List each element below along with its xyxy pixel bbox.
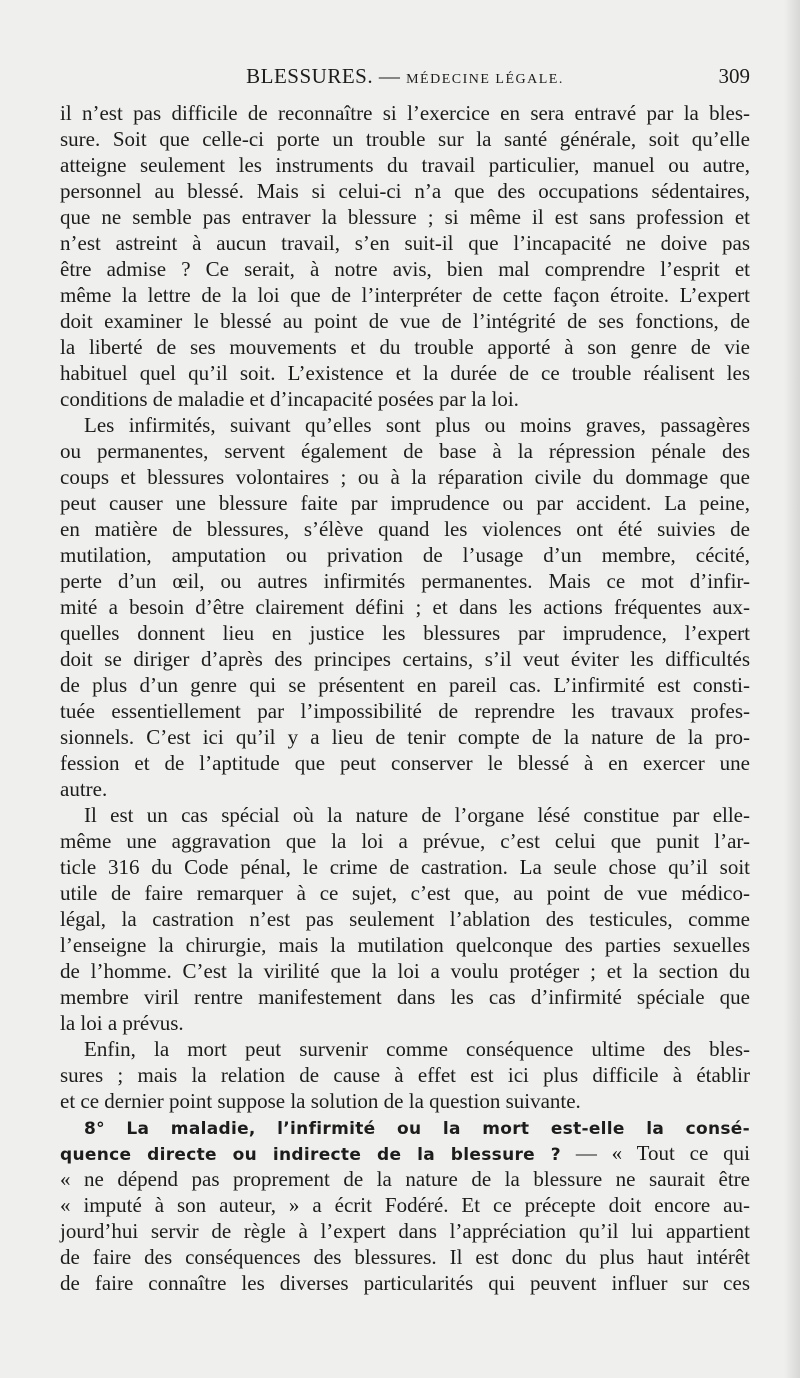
section-quote-start: — « Tout ce qui [560,1141,750,1165]
text-line: Enfin, la mort peut survenir comme conséquence ultime des bles- [84,1037,750,1061]
running-title [60,64,750,89]
section-8 [60,1114,750,1296]
text-line: autre. [60,777,108,801]
text-line: Les infirmités, suivant qu’elles sont plus ou moins graves, passagères [84,413,750,437]
text-line: perte d’un œil, ou autres infirmités permanentes. Mais ce mot d’infir- [60,569,750,593]
text-line: sure. Soit que celle-ci porte un trouble sur la santé générale, soit qu’elle [60,127,750,151]
text-line: « ne dépend pas proprement de la nature de la blessure ne saurait être [60,1167,750,1191]
text-line: ticle 316 du Code pénal, le crime de castration. La seule chose qu’il soit [60,855,750,879]
body-text [60,100,750,1296]
text-line: « imputé à son auteur, » a écrit Fodéré. Et ce précepte doit encore au- [60,1193,750,1217]
text-line: conditions de maladie et d’incapacité posées par la loi. [60,387,519,411]
text-line: habituel quel qu’il soit. L’existence et la durée de ce trouble réalisent les [60,361,750,385]
text-line: que ne semble pas entraver la blessure ; si même il est sans profession et [60,205,750,229]
text-line: atteigne seulement les instruments du travail particulier, manuel ou autre, [60,153,750,177]
text-line: tuée essentiellement par l’impossibilité de reprendre les travaux profes- [60,699,750,723]
text-line: membre viril rentre manifestement dans les cas d’infirmité spéciale que [60,985,750,1009]
text-line: même une aggravation que la loi a prévue, c’est celui que punit l’ar- [60,829,750,853]
text-line: personnel au blessé. Mais si celui-ci n’a que des occupations sédentaires, [60,179,750,203]
page-number: 309 [718,64,750,88]
text-line: l’enseigne la chirurgie, mais la mutilation quelconque des parties sexuelles [60,933,750,957]
header-subtitle: MÉDECINE LÉGALE. [406,72,564,87]
text-line: de faire connaître les diverses particularités qui peuvent influer sur ces [60,1271,750,1295]
text-line: être admise ? Ce serait, à notre avis, bien mal comprendre l’esprit et [60,257,750,281]
header-dash: — [378,64,401,88]
text-line: peut causer une blessure faite par imprudence ou par accident. La peine, [60,491,750,515]
text-line: mutilation, amputation ou privation de l’usage d’un membre, cécité, [60,543,750,567]
text-line: sionnels. C’est ici qu’il y a lieu de tenir compte de la nature de la pro- [60,725,750,749]
text-line: Il est un cas spécial où la nature de l’organe lésé constitue par elle- [84,803,750,827]
text-line: utile de faire remarquer à ce sujet, c’est que, au point de vue médico- [60,881,750,905]
text-line: jourd’hui servir de règle à l’expert dans l’appréciation qu’il lui appartient [60,1219,750,1243]
section-heading: 8° La maladie, l’infirmité ou la mort est-elle la consé- [84,1119,750,1139]
text-line: même la lettre de la loi que de l’interpréter de cette façon étroite. L’expert [60,283,750,307]
page-edge-shadow [784,0,800,1378]
text-line: sures ; mais la relation de cause à effet est ici plus difficile à établir [60,1063,750,1087]
text-line: de faire des conséquences des blessures. Il est donc du plus haut intérêt [60,1245,750,1269]
section-heading-line-1 [60,1114,750,1140]
text-line: ou permanentes, servent également de base à la répression pénale des [60,439,750,463]
running-header [60,64,750,94]
section-heading-continued: quence directe ou indirecte de la blessure ? [60,1145,561,1165]
text-line: la loi a prévus. [60,1011,184,1035]
text-line: en matière de blessures, s’élève quand les violences ont été suivies de [60,517,750,541]
text-line: quelles donnent lieu en justice les blessures par imprudence, l’expert [60,621,750,645]
header-title: BLESSURES. [246,64,374,88]
text-line: doit examiner le blessé au point de vue de l’intégrité de ses fonctions, de [60,309,750,333]
text-line: n’est astreint à aucun travail, s’en suit-il que l’incapacité ne doive pas [60,231,750,255]
text-line: doit se diriger d’après des principes certains, s’il veut éviter les difficultés [60,647,750,671]
text-line: et ce dernier point suppose la solution de la question suivante. [60,1089,581,1113]
text-line: la liberté de ses mouvements et du trouble apporté à son genre de vie [60,335,750,359]
text-line: légal, la castration n’est pas seulement l’ablation des testicules, comme [60,907,750,931]
text-line: il n’est pas difficile de reconnaître si l’exercice en sera entravé par la bles- [60,101,750,125]
section-heading-line-2 [60,1140,750,1166]
text-line: coups et blessures volontaires ; ou à la réparation civile du dommage que [60,465,750,489]
text-line: fession et de l’aptitude que peut conserver le blessé à en exercer une [60,751,750,775]
paragraphs-container [60,100,750,1114]
text-line: mité a besoin d’être clairement défini ; et dans les actions fréquentes aux- [60,595,750,619]
text-line: de l’homme. C’est la virilité que la loi a voulu protéger ; et la section du [60,959,750,983]
text-line: de plus d’un genre qui se présentent en pareil cas. L’infirmité est consti- [60,673,750,697]
